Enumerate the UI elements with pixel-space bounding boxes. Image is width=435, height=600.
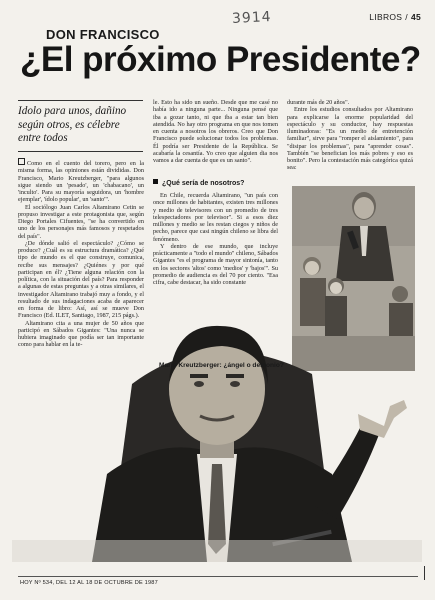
- article-deck: Idolo para unos, dañino según otros, es célebre entre todos: [18, 100, 143, 152]
- article-headline: ¿El próximo Presidente?: [20, 40, 421, 79]
- section-header: LIBROS / 45: [369, 12, 421, 22]
- margin-tick: [424, 566, 425, 580]
- article-subhead: ¿Qué sería de nosotros?: [153, 179, 278, 188]
- photo-illustration: [12, 304, 422, 562]
- photo-mario-kreutzberger: [12, 304, 422, 562]
- paragraph: En Chile, recuerda Altamirano, "un país con once millones de habitantes, existen tres millones y medio de televisores con un promedio de tres telespectadores por televisor". Si a esos diez millones y medio se les restan ciegos y niños de pecho, parece que casi ningún chileno se libra del fenómeno.: [153, 192, 278, 243]
- article-column-2: [153, 99, 278, 164]
- paragraph: Altamirano cita a una mujer de 50 años que participó en Sábados Gigantes: "Una nunca se hubiera imaginado que podía ser tan importante como para hablar en la te-: [18, 319, 144, 349]
- paragraph-marker-icon: [18, 158, 25, 165]
- article-column-2-continued: [153, 192, 278, 286]
- paragraph: Como en el cuento del torero, pero en la misma forma, las opiniones están divididas. Don Francisco, Mario Kreutzberger, "para algunos sigue siendo un 'pesado', un 'chabacano', un 'inculto'. Para su mayoría seguidora, un 'hombre ejemplar', 'ídolo popular', un 'santo'".: [18, 160, 144, 204]
- article-kicker: DON FRANCISCO: [46, 27, 160, 42]
- bottom-divider: [18, 576, 418, 577]
- handwritten-annotation: 3914: [231, 8, 273, 28]
- paragraph: Entre los estudios consultados por Altamirano para explicarse la enorme popularidad del espectáculo y su conductor, hay respuestas iluminadoras: "Es un medio de entretención familiar", sirve para "romper el aislamiento", para "disipar los problemas", para "aprender cosas". También "se benefician los más pobres y eso es bonito". Pero la contestación más categórica quizá sea:: [287, 106, 413, 172]
- paragraph: El sociólogo Juan Carlos Altamirano Cetin se propuso investigar a este protagonista que, según Diego Portales Cifuentes, "se ha convertido en uno de los personajes más famosos y respetados del país".: [18, 203, 144, 240]
- paragraph: durante más de 20 años".: [287, 99, 350, 106]
- paragraph: ¿De dónde salió el espectáculo? ¿Cómo se produce? ¿Cuál es su estructura dramática? ¿Qué tipo de mundo es el que construye, comunica, recibe sus mensajes? ¿Quiénes y por qué participan en él? ¿Tiene alguna relación con la política, con la situación del país? Para responder a algunas de estas preguntas y a otras similares, el investigador Altamirano trabajó muy a fondo, y el resultado de sus indagaciones acaba de aparecer en forma de libro: Así, así se mueve Don Francisco (Ed. ILET, Santiago, 1987, 215 págs.).: [18, 239, 144, 320]
- square-bullet-icon: [153, 179, 158, 184]
- section-label: LIBROS: [369, 12, 403, 22]
- photo-caption: Mario Kreutzberger: ¿ángel o demonio?: [159, 362, 284, 369]
- article-column-3: [287, 99, 413, 172]
- paragraph: le. Esto ha sido un sueño. Desde que me casé no había ido a ninguna parte... Ninguna pensé que iba a gozar tanto, ni que iba a estar tan bien atendida. No hay otro programa en que nos tomen en cuenta a nosotros los obreros. Creo que Don Francisco puede solucionar todos los problemas. Él podría ser Presidente de la República. Se acabaría la cesantía. Yo creo que alguien dia nos vamos a dar cuenta de que es un santo".: [153, 99, 278, 164]
- paragraph: Y dentro de ese mundo, que incluye prácticamente a "todo el mundo" chileno, Sábados Gigantes "es el programa de mayor sintonía, tanto en los sectores 'altos' como 'medios' y 'bajos'". Su promedio de audiencia es del 70 por ciento. "Esa cifra, cabe destacar, ha sido constante: [153, 242, 278, 286]
- page-number: 45: [410, 12, 421, 22]
- issue-footer: HOY Nº 534, DEL 12 AL 18 DE OCTUBRE DE 1987: [20, 580, 158, 586]
